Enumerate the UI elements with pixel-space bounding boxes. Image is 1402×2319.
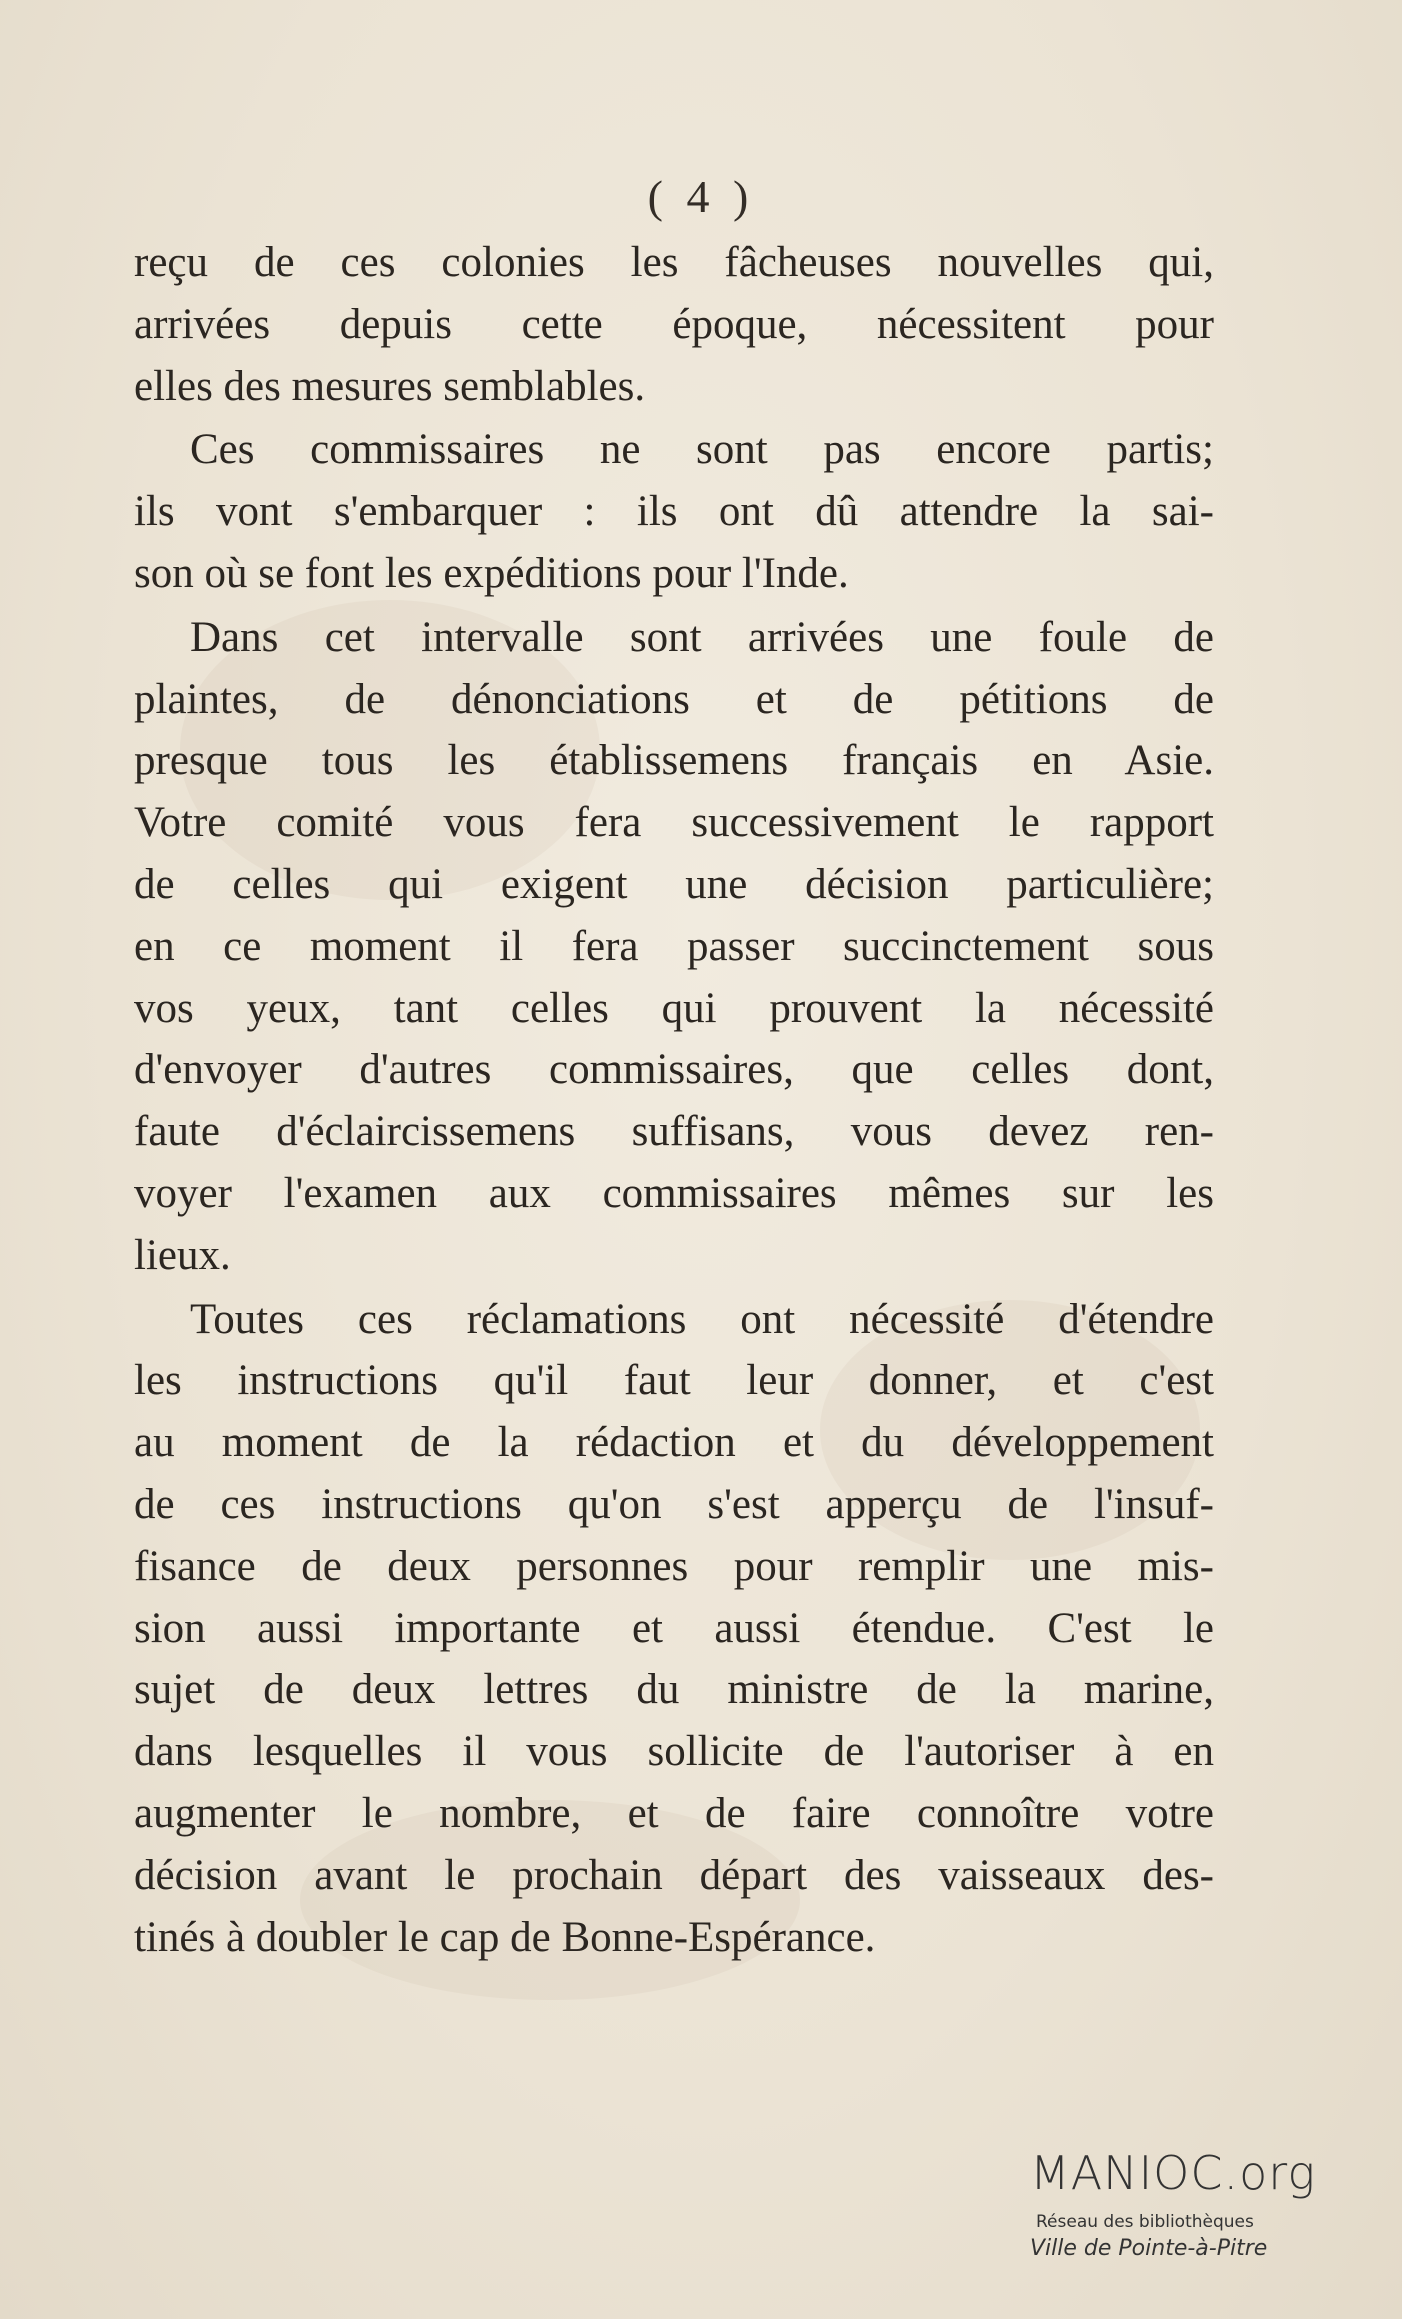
text-line: plaintes, de dénonciations et de pétitions de [134, 675, 1214, 723]
body-text [134, 232, 1214, 1970]
text-line: tinés à doubler le cap de Bonne-Espérance. [134, 1913, 876, 1961]
text-line: son où se font les expéditions pour l'Inde. [134, 549, 849, 597]
paragraph-4 [134, 1289, 1214, 1969]
paragraph-1 [134, 232, 1214, 417]
logo-network-text: Réseau des bibliothèques [1036, 2212, 1254, 2232]
text-line: Votre comité vous fera successivement le rapport [134, 799, 1214, 847]
text-line: sion aussi importante et aussi étendue. C'est le [134, 1604, 1214, 1652]
text-line: ils vont s'embarquer : ils ont dû attendre la sai- [134, 488, 1214, 536]
text-line: Ces commissaires ne sont pas encore partis; [190, 426, 1214, 474]
text-line: presque tous les établissemens français en Asie. [134, 737, 1214, 785]
text-line: reçu de ces colonies les fâcheuses nouvelles qui, [134, 239, 1214, 286]
text-line: fisance de deux personnes pour remplir une mis- [134, 1542, 1214, 1590]
text-line: arrivées depuis cette époque, nécessitent pour [134, 300, 1214, 348]
page-number: ( 4 ) [647, 171, 755, 222]
text-line: Toutes ces réclamations ont nécessité d'étendre [190, 1295, 1214, 1343]
text-line: vos yeux, tant celles qui prouvent la nécessité [134, 984, 1214, 1032]
logo-city-text: Ville de Pointe-à-Pitre [1030, 2236, 1268, 2261]
text-line: au moment de la rédaction et du développement [134, 1419, 1214, 1467]
text-line: voyer l'examen aux commissaires mêmes sur les [134, 1169, 1214, 1217]
text-line: de celles qui exigent une décision particulière; [134, 860, 1214, 908]
text-line: augmenter le nombre, et de faire connoître votre [134, 1789, 1214, 1837]
text-line: décision avant le prochain départ des vaisseaux des- [134, 1851, 1214, 1899]
text-line: d'envoyer d'autres commissaires, que celles dont, [134, 1046, 1214, 1094]
manioc-logo [1030, 2146, 1370, 2261]
text-line: de ces instructions qu'on s'est apperçu de l'insuf- [134, 1480, 1214, 1528]
text-line: les instructions qu'il faut leur donner, et c'est [134, 1357, 1214, 1405]
text-line: dans lesquelles il vous sollicite de l'autoriser à en [134, 1728, 1214, 1776]
text-line: faute d'éclaircissemens suffisans, vous devez ren- [134, 1108, 1214, 1156]
text-line: sujet de deux lettres du ministre de la marine, [134, 1666, 1214, 1714]
text-line: Dans cet intervalle sont arrivées une foule de [190, 613, 1214, 661]
paragraph-3 [134, 607, 1214, 1287]
text-line: lieux. [134, 1231, 231, 1279]
paragraph-2 [134, 419, 1214, 604]
text-line: elles des mesures semblables. [134, 362, 646, 410]
logo-wordmark: MANIOC.org [1030, 2146, 1316, 2200]
text-line: en ce moment il fera passer succinctement sous [134, 922, 1214, 970]
